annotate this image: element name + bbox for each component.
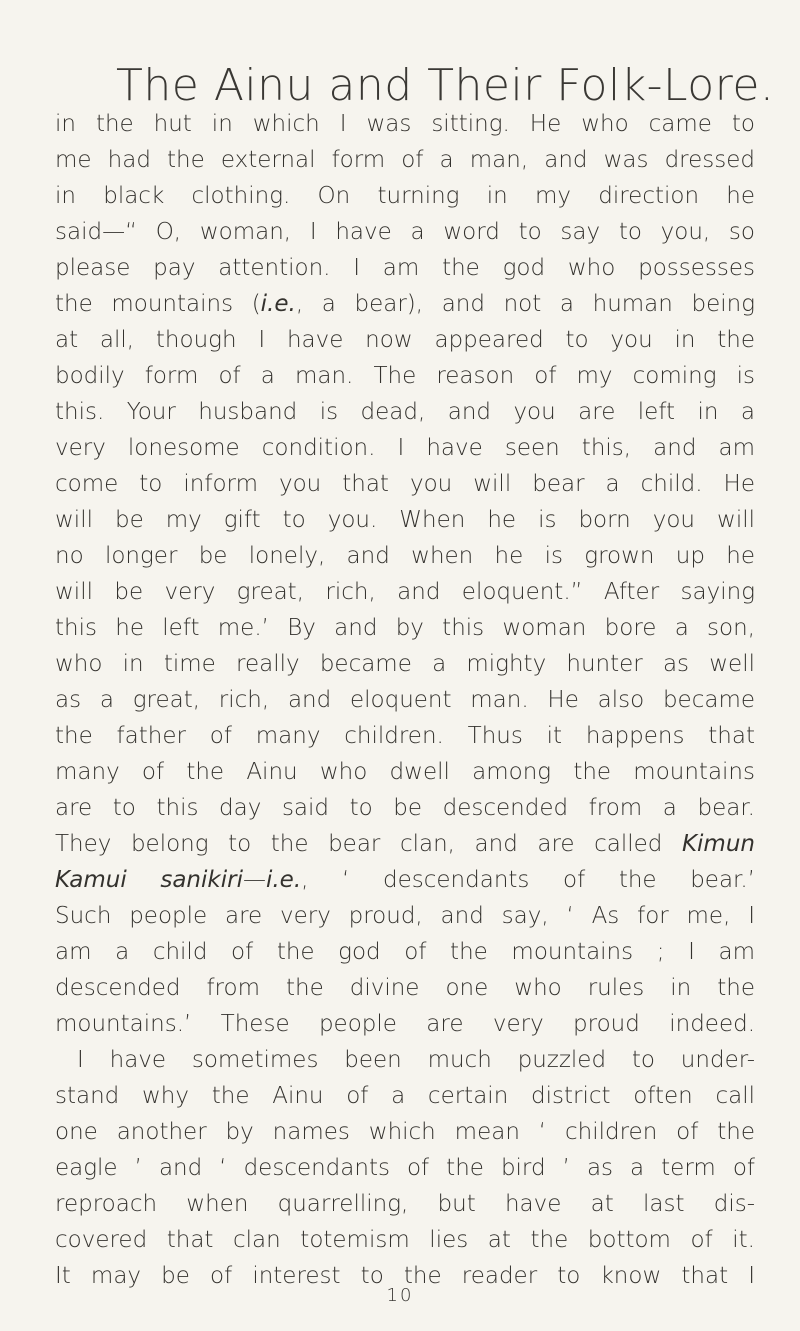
text-line-18: the father of many children. Thus it happens that	[55, 723, 755, 749]
italic-kimun: Kimun	[681, 831, 755, 857]
text-line-23: Such people are very proud, and say, ‘ As for me, I	[55, 903, 755, 929]
em-dash: —	[242, 867, 266, 893]
text-line-32: covered that clan totemism lies at the bottom of it.	[55, 1227, 755, 1253]
text-line-33: It may be of interest to the reader to know that I	[55, 1263, 755, 1289]
running-head-title: The Ainu and Their Folk-Lore.	[116, 60, 775, 111]
text-line-6	[55, 286, 755, 322]
text-line-11: come to inform you that you will bear a child. He	[55, 471, 755, 497]
text-line-2: me had the external form of a man, and was dressed	[55, 147, 755, 173]
text-line-13: no longer be lonely, and when he is grown up he	[55, 543, 755, 569]
text-line-29: one another by names which mean ‘ children of the	[55, 1119, 755, 1145]
body-text	[55, 106, 755, 1294]
italic-ie-2: i.e.	[265, 867, 302, 893]
text-line-7: at all, though I have now appeared to you in the	[55, 327, 755, 353]
text-line-5: please pay attention. I am the god who possesses	[55, 255, 755, 281]
text-line-3: in black clothing. On turning in my direction he	[55, 183, 755, 209]
text-line-20: are to this day said to be descended from a bear.	[55, 795, 755, 821]
text-line-17: as a great, rich, and eloquent man. He also became	[55, 687, 755, 713]
text-line-9: this. Your husband is dead, and you are left in a	[55, 399, 755, 425]
text-line-26: mountains.’ These people are very proud indeed.	[55, 1011, 755, 1037]
text-line-10: very lonesome condition. I have seen this, and am	[55, 435, 755, 461]
text-line-31: reproach when quarrelling, but have at last dis-	[55, 1191, 755, 1217]
text-line-27: I have sometimes been much puzzled to under-	[77, 1047, 755, 1073]
text-line-30: eagle ’ and ‘ descendants of the bird ’ as a term of	[55, 1155, 755, 1181]
text-line-14: will be very great, rich, and eloquent.” After saying	[55, 579, 755, 605]
text-line-6-end: , a bear), and not a human being	[295, 291, 755, 317]
text-line-22	[55, 862, 755, 898]
text-line-1: in the hut in which I was sitting. He who came to	[55, 111, 755, 137]
italic-ie: i.e.	[260, 291, 296, 317]
text-line-25: descended from the divine one who rules in the	[55, 975, 755, 1001]
text-line-15: this he left me.’ By and by this woman bore a son,	[55, 615, 755, 641]
text-line-6-start: the mountains (	[55, 291, 261, 317]
italic-kamui-sanikiri: Kamui sanikiri	[55, 867, 243, 893]
text-line-12: will be my gift to you. When he is born you will	[55, 507, 755, 533]
text-line-21	[55, 826, 755, 862]
text-line-16: who in time really became a mighty hunter as well	[55, 651, 755, 677]
text-line-24: am a child of the god of the mountains ; I am	[55, 939, 755, 965]
page-number: 10	[386, 1285, 414, 1306]
text-line-21-start: They belong to the bear clan, and are called	[55, 831, 682, 857]
text-line-8: bodily form of a man. The reason of my coming is	[55, 363, 755, 389]
text-line-4: said—“ O, woman, I have a word to say to you, so	[55, 219, 755, 245]
text-line-28: stand why the Ainu of a certain district often call	[55, 1083, 755, 1109]
text-line-22-end: , ‘ descendants of the bear.’	[301, 867, 756, 893]
text-line-19: many of the Ainu who dwell among the mountains	[55, 759, 755, 785]
